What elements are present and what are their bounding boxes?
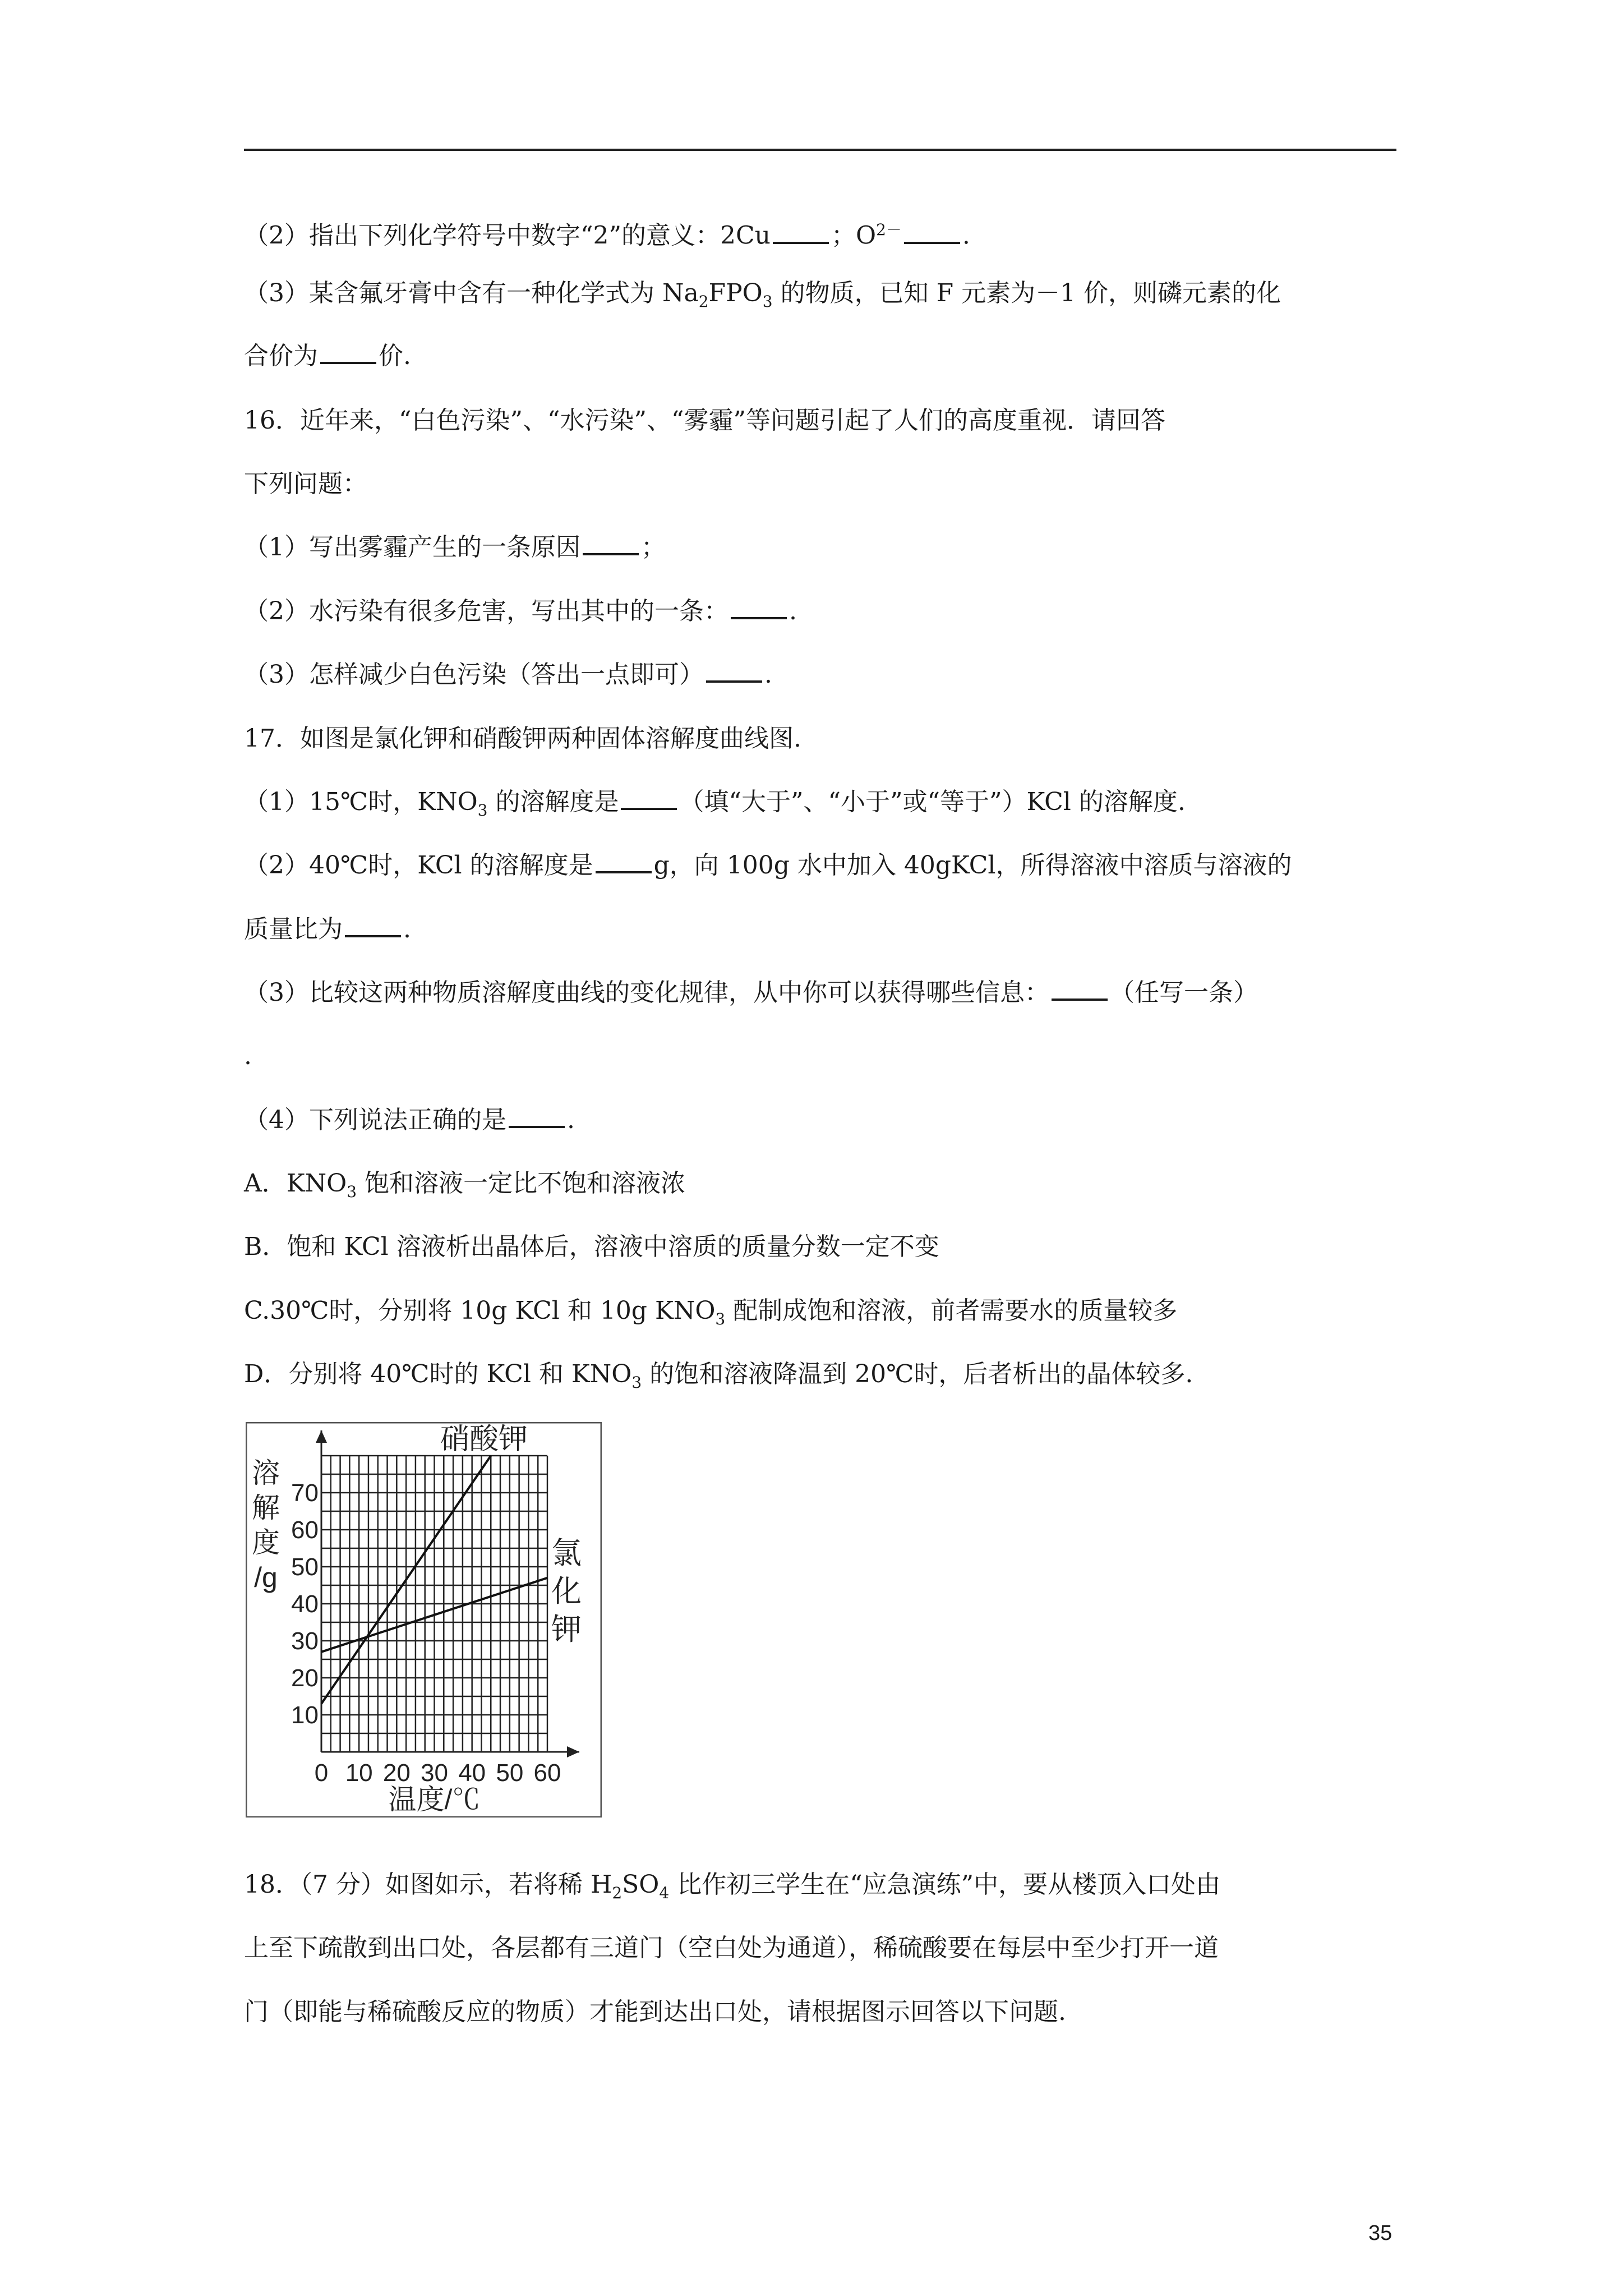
answer-blank[interactable] — [904, 219, 960, 244]
answer-blank[interactable] — [773, 219, 829, 244]
y-tick-label: 50 — [291, 1553, 319, 1581]
q17-part3-cont: . — [244, 1042, 252, 1070]
x-tick-label: 20 — [382, 1759, 411, 1787]
y-tick-label: 20 — [291, 1664, 319, 1692]
q17-option-b: B．饱和 KCl 溶液析出晶体后，溶液中溶质的质量分数一定不变 — [244, 1232, 939, 1261]
q18-stem: 18．（7 分）如图如示，若将稀 $H_2SO_4$ 比作初三学生在“应急演练”中，要从楼顶入口处由 — [244, 1870, 1221, 1902]
q18-stem-cont: 上至下疏散到出口处，各层都有三道门（空白处为通道），稀硫酸要在每层中至少打开一道 — [244, 1934, 1219, 1962]
y-axis-label: 度 — [252, 1527, 280, 1558]
y-tick-label: 30 — [291, 1627, 319, 1655]
answer-blank[interactable] — [345, 913, 401, 937]
q16-stem: 16．近年来，“白色污染”、“水污染”、“雾霾”等问题引起了人们的高度重视．请回答 — [244, 406, 1165, 435]
y-axis-label: 溶 — [252, 1457, 280, 1489]
answer-blank[interactable] — [731, 595, 787, 619]
x-tick-label: 50 — [496, 1759, 524, 1787]
q17-part1: （1）15℃时，$KNO_3$ 的溶解度是 （填“大于”、“小于”或“等于”）KCl 的溶解度. — [244, 785, 1186, 827]
header-rule — [244, 149, 1396, 151]
q15-part3-cont: 合价为 价. — [244, 339, 411, 373]
q17-part2: （2）40℃时，KCl 的溶解度是 g，向 100g 水中加入 40gKCl，所得溶液中溶质与溶液的 — [244, 849, 1292, 882]
kno3-label: 硝酸钾 — [440, 1423, 528, 1456]
q17-option-d: D．分别将 40℃时的 KCl 和 $KNO_3$ 的饱和溶液降温到 20℃时，后者析出的晶体较多. — [244, 1360, 1193, 1392]
y-axis-arrow — [316, 1430, 327, 1443]
answer-blank[interactable] — [1052, 976, 1108, 1001]
answer-blank[interactable] — [583, 531, 639, 555]
q15-part2: （2）指出下列化学符号中数字“2”的意义：2Cu ；$O^{2-}$ . — [244, 213, 970, 253]
q16-part1: （1）写出雾霾产生的一条原因 ； — [244, 531, 666, 564]
answer-blank[interactable] — [596, 849, 652, 873]
kcl-label: 钾 — [551, 1613, 582, 1646]
answer-blank[interactable] — [320, 339, 376, 364]
answer-blank[interactable] — [706, 658, 762, 683]
x-axis-label: 温度/℃ — [388, 1784, 481, 1815]
q18-stem-cont: 门（即能与稀硫酸反应的物质）才能到达出口处，请根据图示回答以下问题. — [244, 1998, 1066, 2026]
answer-blank[interactable] — [509, 1103, 565, 1128]
solubility-chart — [246, 1422, 602, 1818]
q17-part2-cont: 质量比为 . — [244, 913, 411, 946]
x-tick-label: 60 — [533, 1759, 561, 1787]
answer-blank[interactable] — [621, 785, 677, 810]
x-tick-label: 30 — [421, 1759, 448, 1787]
y-tick-label: 60 — [291, 1516, 319, 1544]
kcl-label: 化 — [551, 1575, 582, 1608]
x-tick-label: 10 — [345, 1759, 373, 1787]
q17-option-a: A．$KNO_3$ 饱和溶液一定比不饱和溶液浓 — [244, 1169, 686, 1201]
y-tick-label: 40 — [291, 1590, 319, 1618]
y-tick-label: 10 — [291, 1701, 319, 1729]
page-number: 35 — [1368, 2221, 1393, 2245]
q17-part3: （3）比较这两种物质溶解度曲线的变化规律，从中你可以获得哪些信息： （任写一条） — [244, 976, 1258, 1010]
q17-part4: （4）下列说法正确的是 . — [244, 1103, 575, 1137]
q16-stem-cont: 下列问题： — [244, 470, 367, 498]
q16-part2: （2）水污染有很多危害，写出其中的一条： . — [244, 595, 797, 628]
y-axis-label: 解 — [252, 1492, 280, 1524]
q15-part3: （3）某含氟牙膏中含有一种化学式为 $Na_2FPO_3$ 的物质，已知 F 元素为－1 价，则磷元素的化 — [244, 279, 1281, 311]
x-tick-label: 40 — [458, 1759, 486, 1787]
q17-option-c: C.30℃时，分别将 10g KCl 和 10g $KNO_3$ 配制成饱和溶液，前者需要水的质量较多 — [244, 1296, 1178, 1328]
y-axis-label: /g — [254, 1562, 278, 1593]
q17-stem: 17．如图是氯化钾和硝酸钾两种固体溶解度曲线图. — [244, 724, 801, 753]
x-tick-label: 0 — [314, 1759, 329, 1787]
kcl-label: 氯 — [551, 1536, 582, 1570]
y-tick-label: 70 — [291, 1479, 319, 1507]
q16-part3: （3）怎样减少白色污染（答出一点即可） . — [244, 658, 772, 692]
x-axis-arrow — [567, 1746, 579, 1757]
